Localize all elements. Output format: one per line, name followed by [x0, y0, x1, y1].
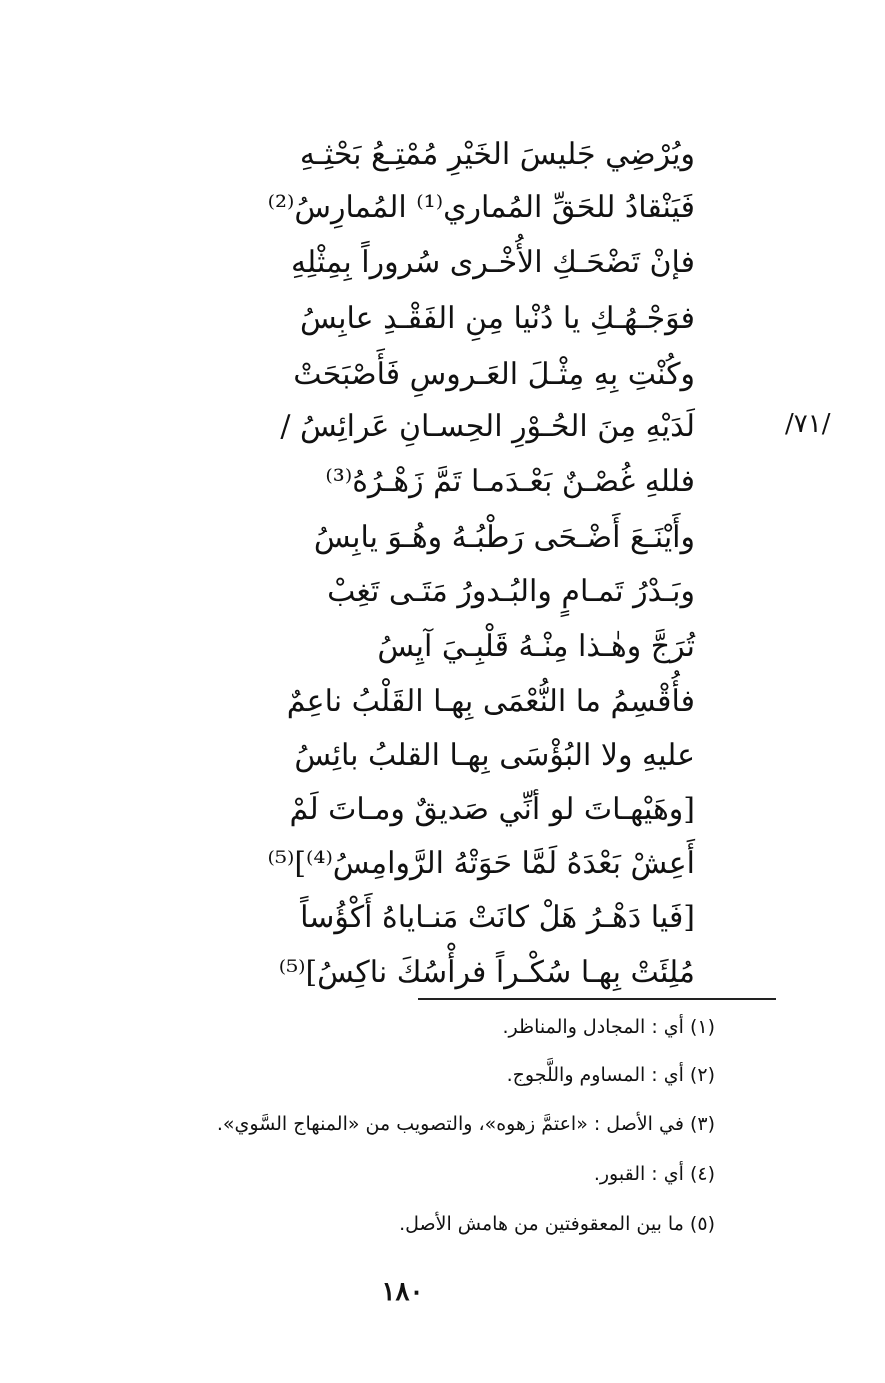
verse-line-4: فوَجْـهُـكِ يا دُنْيا مِنِ الفَقْـدِ عابِسُ	[299, 301, 695, 336]
verse-line-14: أَعِشْ بَعْدَهُ لَمَّا حَوَتْهُ الرَّوامِسُ⁽⁴⁾]⁽⁵⁾	[267, 846, 695, 881]
verse-line-7: فللهِ غُصْـنٌ بَعْـدَمـا تَمَّ زَهْـرُهُ⁽³⁾	[325, 464, 695, 499]
footnote-4: (٤) أي : القبور.	[593, 1163, 715, 1185]
verse-line-16: مُلِئَتْ بِهـا سُكْـراً فرأْسُكَ ناكِسُ]⁽⁵⁾	[278, 955, 695, 990]
verse-line-13: [وهَيْهـاتَ لو أنِّي صَديقٌ ومـاتَ لَمْ	[289, 792, 695, 827]
verse-line-6: لَدَيْهِ مِنَ الحُـوْرِ الحِسـانِ عَرائِسُ /	[280, 409, 695, 444]
verse-line-8: وأَيْنَـعَ أَضْـحَى رَطْبُـهُ وهُـوَ يابِسُ	[313, 520, 695, 555]
page-number: ١٨٠	[381, 1277, 424, 1307]
footnote-separator	[418, 998, 776, 1000]
verse-line-1: ويُرْضِي جَليسَ الخَيْرِ مُمْتِـعُ بَحْثِـهِ	[299, 137, 695, 172]
footnote-3: (٣) في الأصل : «اعتمَّ زهوه»، والتصويب من «المنهاج السَّوي».	[216, 1113, 715, 1135]
verse-line-3: فإنْ تَضْحَـكِ الأُخْـرى سُروراً بِمِثْلِهِ	[290, 245, 695, 280]
footnote-5: (٥) ما بين المعقوفتين من هامش الأصل.	[399, 1213, 715, 1235]
verse-line-9: وبَـدْرُ تَمـامٍ والبُـدورُ مَتَـى تَغِبْ	[327, 574, 695, 609]
footnote-1: (١) أي : المجادل والمناظر.	[502, 1016, 715, 1038]
verse-line-15: [فَيا دَهْـرُ هَلْ كانَتْ مَنـاياهُ أَكْؤُساً	[300, 900, 695, 935]
verse-line-5: وكُنْتِ بِهِ مِثْـلَ العَـروسِ فَأَصْبَحَتْ	[293, 357, 695, 392]
manuscript-page-marker: /٧١/	[785, 409, 831, 439]
verse-line-10: تُرَجَّ وهٰـذا مِنْـهُ قَلْبِـيَ آيِسُ	[377, 629, 695, 664]
verse-line-11: فأُقْسِمُ ما النُّعْمَى بِهـا القَلْبُ ناعِمٌ	[286, 684, 695, 719]
verse-line-2: فَيَنْقادُ للحَقِّ المُماري⁽¹⁾ المُمارِسُ⁽²⁾	[267, 190, 695, 225]
verse-line-12: عليهِ ولا البُؤْسَى بِهـا القلبُ بائِسُ	[294, 738, 695, 773]
footnote-2: (٢) أي : المساوم واللَّجوج.	[506, 1064, 715, 1086]
